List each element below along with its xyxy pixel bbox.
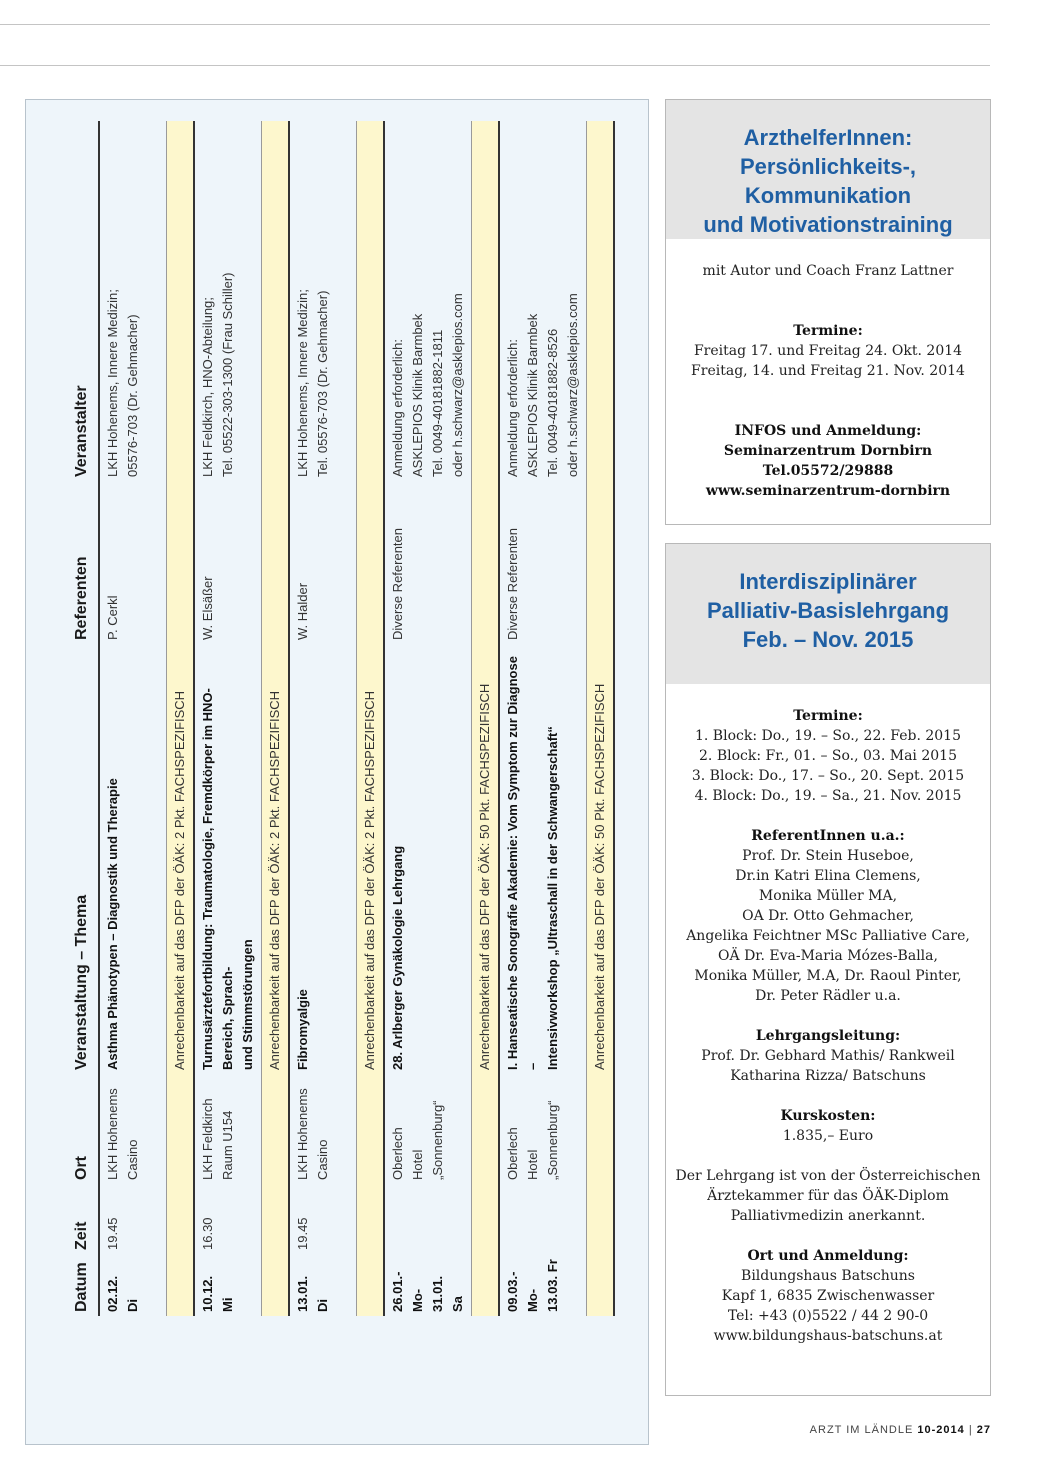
header-datum: Datum — [72, 1262, 90, 1312]
referenten-line: Prof. Dr. Stein Huseboe, — [742, 848, 914, 864]
info-box-arzthelfer — [665, 99, 991, 525]
box-body — [666, 684, 990, 1346]
referenten-label: ReferentInnen u.a.: — [751, 828, 905, 844]
infos-line: Tel.05572/29888 — [762, 463, 894, 479]
leitung-line: Prof. Dr. Gebhard Mathis/ Rankweil — [701, 1048, 955, 1064]
termine-line: Freitag 17. und Freitag 24. Okt. 2014 — [693, 343, 963, 359]
box-body — [666, 239, 990, 501]
event-place: LKH Feldkirch Raum U154 — [194, 1074, 262, 1184]
event-speaker: Diverse Referenten — [384, 481, 472, 644]
referenten-line: Monika Müller, M.A, Dr. Raoul Pinter, — [694, 968, 962, 984]
event-topic: Asthma Phänotypen – Diagnostik und Therapie — [99, 644, 167, 1074]
table-row — [499, 121, 587, 1316]
anerkennung-line: Palliativmedizin anerkannt. — [730, 1208, 926, 1224]
event-speaker: W. Halder — [289, 481, 357, 644]
table-row — [99, 121, 167, 1316]
infos-line: www.seminarzentrum-dornbirn — [705, 483, 951, 499]
kosten-value: 1.835,– Euro — [782, 1128, 874, 1144]
event-organizer: Anmeldung erforderlich: ASKLEPIOS Klinik Barmbek Tel. 0049-40181882-8526 oder h.schwarz@asklepios.com — [499, 121, 587, 481]
referenten-line: Dr.in Katri Elina Clemens, — [735, 868, 921, 884]
termine-line: 3. Block: Do., 17. – So., 20. Sept. 2015 — [691, 768, 965, 784]
event-organizer: LKH Hohenems, Innere Medizin; 05576-703 (Dr. Gehmacher) — [99, 121, 167, 481]
event-speaker: P. Cerkl — [99, 481, 167, 644]
credit-row — [357, 121, 385, 1316]
termine-label: Termine: — [793, 323, 863, 339]
event-time — [499, 1184, 587, 1254]
event-speaker: W. Elsäßer — [194, 481, 262, 644]
footer-separator: | — [968, 1424, 973, 1436]
event-place: LKH Hohenems Casino — [289, 1074, 357, 1184]
header-veranstalter: Veranstalter — [72, 385, 90, 477]
event-time: 19.45 — [99, 1184, 167, 1254]
event-topic: I. Hanseatische Sonografie Akademie: Vom Symptom zur Diagnose – Intensivworkshop „Ultraschall in der Schwangerschaft“ — [499, 644, 587, 1074]
termine-line: 2. Block: Fr., 01. – So., 03. Mai 2015 — [699, 748, 957, 764]
credit-text: Anrechenbarkeit auf das DFP der ÖÄK: 2 Pkt. FACHSPEZIFISCH — [357, 121, 385, 1074]
kosten-label: Kurskosten: — [780, 1108, 876, 1124]
leitung-line: Katharina Rizza/ Batschuns — [730, 1068, 926, 1084]
anerkennung-line: Ärztekammer für das ÖÄK-Diplom — [707, 1188, 949, 1204]
credit-row — [472, 121, 500, 1316]
event-date: 13.01. Di — [289, 1254, 357, 1316]
event-place: Oberlech Hotel „Sonnenburg“ — [499, 1074, 587, 1184]
header-referenten: Referenten — [72, 556, 90, 640]
table-row — [384, 121, 472, 1316]
header-zeit: Zeit — [72, 1221, 90, 1250]
issue-number: 10-2014 — [917, 1424, 965, 1436]
event-topic: 28. Arlberger Gynäkologie Lehrgang — [384, 644, 472, 1074]
termine-label: Termine: — [793, 708, 863, 724]
infos-line: INFOS und Anmeldung: — [734, 423, 922, 439]
termine-line: 4. Block: Do., 19. – Sa., 21. Nov. 2015 — [694, 788, 962, 804]
credit-text: Anrechenbarkeit auf das DFP der ÖÄK: 50 Pkt. FACHSPEZIFISCH — [472, 121, 500, 1074]
second-rule — [0, 65, 990, 66]
event-time — [384, 1184, 472, 1254]
credit-row — [262, 121, 290, 1316]
event-date: 10.12. Mi — [194, 1254, 262, 1316]
event-date: 09.03.- Mo- 13.03. Fr — [499, 1254, 587, 1316]
table-header-row — [65, 121, 99, 1316]
ort-line: Kapf 1, 6835 Zwischenwasser — [721, 1288, 935, 1304]
event-date: 02.12. Di — [99, 1254, 167, 1316]
referenten-line: Monika Müller MA, — [758, 888, 898, 904]
credit-text: Anrechenbarkeit auf das DFP der ÖÄK: 50 Pkt. FACHSPEZIFISCH — [587, 121, 615, 1074]
event-topic: Fibromyalgie — [289, 644, 357, 1074]
box-intro: mit Autor und Coach Franz Lattner — [702, 263, 954, 279]
referenten-line: Angelika Feichtner MSc Palliative Care, — [686, 928, 970, 944]
termine-line: 1. Block: Do., 19. – So., 22. Feb. 2015 — [695, 728, 961, 744]
box-title: ArzthelferInnen: Persönlichkeits-, Kommunikation und Motivationstraining — [666, 100, 990, 239]
ort-line: www.bildungshaus-batschuns.at — [713, 1328, 943, 1344]
referenten-line: Dr. Peter Rädler u.a. — [755, 988, 901, 1004]
table-row — [289, 121, 357, 1316]
top-rule — [0, 24, 990, 25]
ort-line: Tel: +43 (0)5522 / 44 2 90-0 — [727, 1308, 929, 1324]
event-speaker: Diverse Referenten — [499, 481, 587, 644]
page-number: 27 — [976, 1424, 991, 1436]
credit-text: Anrechenbarkeit auf das DFP der ÖÄK: 2 Pkt. FACHSPEZIFISCH — [167, 121, 195, 1074]
event-organizer: LKH Hohenems, Innere Medizin; Tel. 05576-703 (Dr. Gehmacher) — [289, 121, 357, 481]
anerkennung-line: Der Lehrgang ist von der Österreichischen — [675, 1168, 981, 1184]
event-topic: Turnusärztefortbildung: Traumatologie, Fremdkörper im HNO-Bereich, Sprach- und Stimmstörungen — [194, 644, 262, 1074]
event-organizer: LKH Feldkirch, HNO-Abteilung; Tel. 05522-303-1300 (Frau Schiller) — [194, 121, 262, 481]
event-place: LKH Hohenems Casino — [99, 1074, 167, 1184]
box-title: Interdisziplinärer Palliativ-Basislehrgang Feb. – Nov. 2015 — [666, 544, 990, 684]
page-footer — [790, 1424, 991, 1436]
header-ort: Ort — [72, 1156, 90, 1180]
event-table — [65, 121, 607, 1316]
event-date: 26.01.- Mo- 31.01. Sa — [384, 1254, 472, 1316]
referenten-line: OA Dr. Otto Gehmacher, — [742, 908, 914, 924]
event-place: Oberlech Hotel „Sonnenburg“ — [384, 1074, 472, 1184]
event-time: 19.45 — [289, 1184, 357, 1254]
ort-line: Bildungshaus Batschuns — [741, 1268, 915, 1284]
header-thema: Veranstaltung – Thema — [72, 894, 90, 1070]
ort-label: Ort und Anmeldung: — [747, 1248, 909, 1264]
table-row — [194, 121, 262, 1316]
event-time: 16.30 — [194, 1184, 262, 1254]
credit-text: Anrechenbarkeit auf das DFP der ÖÄK: 2 Pkt. FACHSPEZIFISCH — [262, 121, 290, 1074]
referenten-line: OÄ Dr. Eva-Maria Mózes-Balla, — [718, 948, 938, 964]
credit-row — [167, 121, 195, 1316]
publication-name: ARZT IM LÄNDLE — [809, 1424, 914, 1436]
leitung-label: Lehrgangsleitung: — [755, 1028, 901, 1044]
termine-line: Freitag, 14. und Freitag 21. Nov. 2014 — [691, 363, 965, 379]
infos-line: Seminarzentrum Dornbirn — [723, 443, 933, 459]
info-box-palliativ — [665, 543, 991, 1396]
credit-row — [587, 121, 615, 1316]
event-organizer: Anmeldung erforderlich: ASKLEPIOS Klinik Barmbek Tel. 0049-40181882-1811 oder h.schwarz@asklepios.com — [384, 121, 472, 481]
